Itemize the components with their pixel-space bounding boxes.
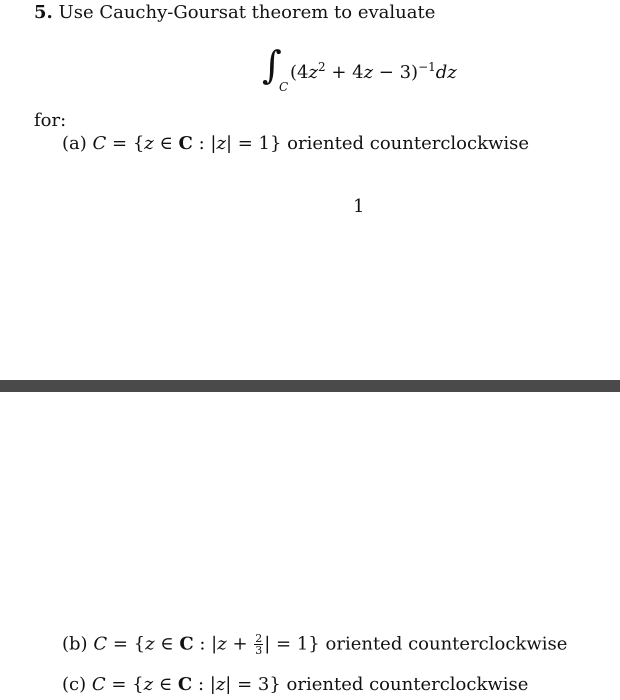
fraction-two-thirds: $\frac{2}{3}$ (255, 632, 263, 657)
part-a-orientation: oriented counterclockwise (287, 133, 530, 154)
problem-statement: Use Cauchy-Goursat theorem to evaluate (58, 2, 436, 23)
page-number: 1 (353, 196, 365, 217)
part-a-label: (a) (62, 133, 87, 154)
part-a: (a) C = {z ∈ C : |z| = 1} oriented counterclockwise (62, 133, 530, 154)
part-c: (c) C = {z ∈ C : |z| = 3} oriented counterclockwise (62, 674, 529, 695)
integral-contour: C (279, 80, 289, 94)
part-b-orientation: oriented counterclockwise (325, 633, 568, 655)
part-b: (b) C = {z ∈ C : |z + $\frac{2}{3}$ | = 1} oriented counterclockwise (62, 632, 568, 657)
part-b-label: (b) (62, 633, 88, 655)
problem-heading (34, 2, 435, 24)
problem-number: 5. (34, 2, 53, 23)
for-label: for: (34, 110, 67, 131)
integrand: $(4z^2 + 4z - 3)^{-1}dz$ (290, 60, 457, 83)
page-break-divider (0, 380, 620, 392)
part-c-label: (c) (62, 674, 87, 695)
part-c-orientation: oriented counterclockwise (286, 674, 529, 695)
integral-sign: ∫ (262, 43, 282, 87)
